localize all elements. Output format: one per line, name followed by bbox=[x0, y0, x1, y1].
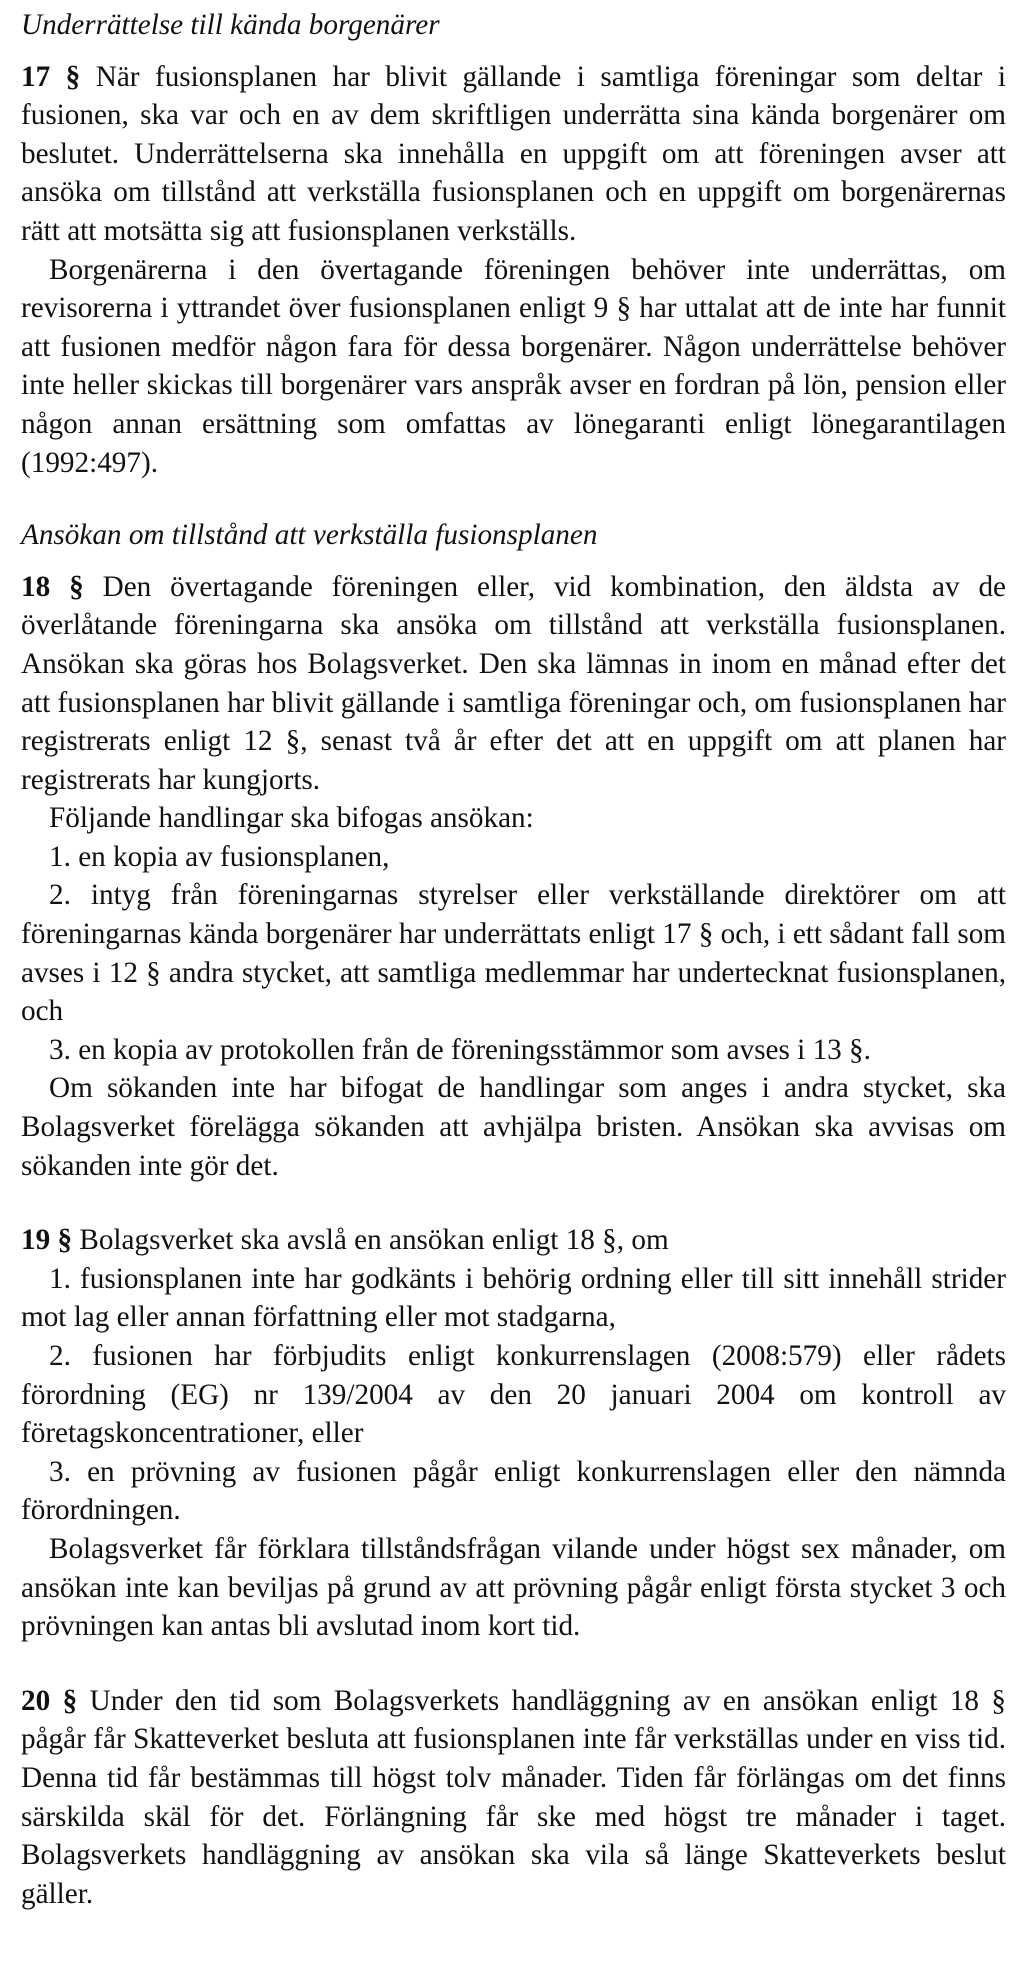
spacer bbox=[21, 482, 1006, 516]
list-item-19-1: 1. fusionsplanen inte har godkänts i behörig ordning eller till sitt innehåll strider mot lag eller annan författning eller mot stadgarna, bbox=[21, 1262, 1006, 1334]
paragraph-18-1-text: Den övertagande föreningen eller, vid kombination, den äldsta av de överlåtande föreningarna ska ansöka om tillstånd att verkställa fusionsplanen. Ansökan ska göras hos Bolagsverket. Den ska lämnas in inom en månad efter det att fusionsplanen har blivit gällande i samtliga föreningar och, om fusionsplanen har registrerats enligt 12 §, senast två år efter det att en uppgift om att planen har registrerats har kungjorts. bbox=[21, 570, 1007, 796]
spacer bbox=[21, 1185, 1006, 1221]
section-number-18: 18 § bbox=[21, 570, 84, 603]
section-number-19: 19 § bbox=[21, 1224, 73, 1257]
list-item-18-1: 1. en kopia av fusionsplanen, bbox=[49, 840, 390, 873]
paragraph-18-3: Om sökanden inte har bifogat de handlingar som anges i andra stycket, ska Bolagsverket förelägga sökanden att avhjälpa bristen. Ansökan ska avvisas om sökanden inte gör det. bbox=[21, 1072, 1006, 1182]
section-number-17: 17 § bbox=[21, 60, 81, 93]
section-17 bbox=[21, 58, 1006, 483]
paragraph-20-1 bbox=[21, 1682, 1006, 1914]
list-item-18-2: 2. intyg från föreningarnas styrelser eller verkställande direktörer om att föreningarnas kända borgenärer har underrättats enligt 17 § och, i ett sådant fall som avses i 12 § andra stycket, att samtliga medlemmar har undertecknat fusionsplanen, och bbox=[21, 879, 1007, 1028]
paragraph-20-1-text: Under den tid som Bolagsverkets handläggning av en ansökan enligt 18 § pågår får Skatteverket besluta att fusionsplanen inte får verkställas under en viss tid. Denna tid får bestämmas till högst tolv månader. Tiden får förlängas om det finns särskilda skäl för det. Förlängning får ske med högst tre månader i taget. Bolagsverkets handläggning av ansökan ska vila så länge Skatteverkets beslut gäller. bbox=[21, 1684, 1006, 1910]
section-number-20: 20 § bbox=[21, 1684, 78, 1717]
spacer bbox=[21, 1646, 1006, 1682]
paragraph-18-2: Följande handlingar ska bifogas ansökan: bbox=[49, 802, 534, 835]
list-item-18-3: 3. en kopia av protokollen från de föreningsstämmor som avses i 13 §. bbox=[49, 1033, 871, 1066]
paragraph-17-1 bbox=[21, 58, 1006, 251]
paragraph-17-2: Borgenärerna i den övertagande föreningen behöver inte underrättas, om revisorerna i yttrandet över fusionsplanen enligt 9 § har uttalat att de inte har funnit att fusionen medför någon fara för dessa borgenärer. Någon underrättelse behöver inte heller skickas till borgenärer vars anspråk avser en fordran på lön, pension eller någon annan ersättning som omfattas av lönegaranti enligt lönegarantilagen (1992:497). bbox=[21, 253, 1006, 479]
list-item-19-3: 3. en prövning av fusionen pågår enligt konkurrenslagen eller den nämnda förordningen. bbox=[21, 1455, 1006, 1527]
list-item-19-2: 2. fusionen har förbjudits enligt konkurrenslagen (2008:579) eller rådets förordning (EG) nr 139/2004 av den 20 januari 2004 om kontroll av företagskoncentrationer, eller bbox=[21, 1340, 1006, 1450]
paragraph-19-1-text: Bolagsverket ska avslå en ansökan enligt 18 §, om bbox=[79, 1224, 669, 1257]
paragraph-19-1 bbox=[21, 1221, 1006, 1260]
paragraph-19-2: Bolagsverket får förklara tillståndsfrågan vilande under högst sex månader, om ansökan inte kan beviljas på grund av att prövning pågår enligt första stycket 3 och prövningen kan antas bli avslutad inom kort tid. bbox=[21, 1532, 1006, 1643]
section-20 bbox=[21, 1682, 1006, 1914]
section-18 bbox=[21, 568, 1006, 1186]
heading-ansokan: Ansökan om tillstånd att verkställa fusionsplanen bbox=[21, 519, 598, 552]
heading-underrattelse: Underrättelse till kända borgenärer bbox=[21, 9, 440, 41]
section-19 bbox=[21, 1221, 1006, 1646]
paragraph-18-1 bbox=[21, 568, 1006, 800]
paragraph-17-1-text: När fusionsplanen har blivit gällande i samtliga föreningar som deltar i fusionen, ska var och en av dem skriftligen underrätta sina kända borgenärer om beslutet. Underrättelserna ska innehålla en uppgift om att föreningen avser att ansöka om tillstånd att verkställa fusionsplanen och en uppgift om borgenärernas rätt att motsätta sig att fusionsplanen verkställs. bbox=[21, 60, 1006, 247]
